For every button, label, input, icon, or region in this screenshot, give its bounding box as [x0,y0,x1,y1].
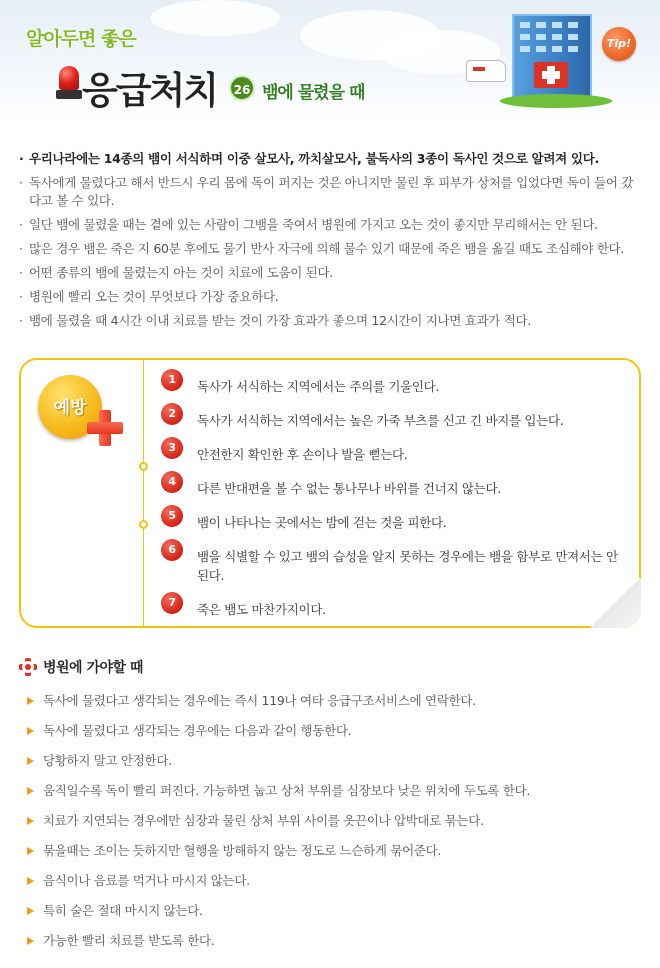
arrow-bullet-icon [27,937,34,945]
arrow-bullet-icon [27,847,34,855]
arrow-bullet-icon [27,787,34,795]
prevention-text: 죽은 뱀도 마찬가지이다. [197,602,326,617]
step-text: 움직일수록 독이 빨리 퍼진다. 가능하면 눕고 상처 부위를 심장보다 낮은 위치에 두도록 한다. [43,783,531,798]
step-number-badge: 5 [161,505,183,527]
timeline-dot [139,462,148,471]
prevention-label: 예방 [53,398,87,418]
intro-item: · 병원에 빨리 오는 것이 무엇보다 가장 중요하다. [19,288,641,306]
step-text: 특히 술은 절대 마시지 않는다. [43,903,203,918]
prevention-item [161,406,621,430]
list-item [27,842,637,860]
hospital-icon [500,14,612,114]
list-item [27,782,637,800]
prevention-item [161,508,621,532]
step-number-badge: 7 [161,592,183,614]
intro-item: · 많은 경우 뱀은 죽은 지 60분 후에도 물기 반사 자극에 의해 물수 있기 때문에 죽은 뱀을 옮길 때도 조심해야 한다. [19,240,641,258]
arrow-bullet-icon [27,907,34,915]
list-item [27,932,637,950]
intro-item: · 독사에게 물렸다고 해서 반드시 우리 몸에 독이 퍼지는 것은 아니지만 물린 후 피부가 상처를 입었다면 독이 들어 갔다고 볼 수 있다. [19,174,641,210]
step-number-badge: 3 [161,437,183,459]
step-number-badge: 1 [161,369,183,391]
prevention-text: 뱀을 식별할 수 있고 뱀의 습성을 알지 못하는 경우에는 뱀을 함부로 만져서는 안 된다. [197,549,618,583]
header-banner [0,0,660,128]
section-title: 병원에 가야할 때 [43,660,143,676]
prevention-item [161,372,621,396]
intro-item: · 일단 뱀에 물렸을 때는 곁에 있는 사람이 그뱀을 죽여서 병원에 가지고 오는 것이 좋지만 무리해서는 안 된다. [19,216,641,234]
intro-item: · 뱀에 물렸을 때 4시간 이내 치료를 받는 것이 가장 효과가 좋으며 12시간이 지나면 효과가 적다. [19,312,641,330]
step-text: 독사에 물렸다고 생각되는 경우에는 즉시 119나 여타 응급구조서비스에 연락한다. [43,693,476,708]
prevention-item [161,440,621,464]
intro-item: · 우리나라에는 14종의 뱀이 서식하며 이중 살모사, 까치살모사, 불독사의 3종이 독사인 것으로 알려져 있다. [19,150,641,168]
prevention-text: 다른 반대편을 볼 수 없는 통나무나 바위를 건너지 않는다. [197,481,501,496]
step-text: 가능한 빨리 치료를 받도록 한다. [43,933,215,948]
step-number-badge: 4 [161,471,183,493]
timeline-divider [143,360,144,626]
step-text: 독사에 물렸다고 생각되는 경우에는 다음과 같이 행동한다. [43,723,352,738]
page-curl-decoration [591,578,641,628]
hospital-steps-list [27,692,637,962]
step-text: 당황하지 말고 안정한다. [43,753,172,768]
step-text: 음식이나 음료를 먹거나 마시지 않는다. [43,873,250,888]
prevention-item [161,542,621,585]
first-aid-cross-icon [87,410,123,446]
list-item [27,812,637,830]
medical-cross-icon [19,658,37,676]
prevention-item [161,595,621,619]
intro-item: · 어떤 종류의 뱀에 물렸는지 아는 것이 치료에 도움이 된다. [19,264,641,282]
step-text: 치료가 지연되는 경우에만 심장과 물린 상처 부위 사이를 옷끈이나 압박대로 묶는다. [43,813,484,828]
step-number-badge: 6 [161,539,183,561]
prevention-list [161,372,621,629]
list-item [27,872,637,890]
page-subtitle: 뱀에 물렸을 때 [262,83,365,103]
prevention-item [161,474,621,498]
prevention-text: 독사가 서식하는 지역에서는 주의를 기울인다. [197,379,440,394]
list-item [27,902,637,920]
prevention-text: 뱀이 나타나는 곳에서는 밤에 걷는 것을 피한다. [197,515,447,530]
arrow-bullet-icon [27,697,34,705]
siren-icon [56,66,82,102]
timeline-dot [139,520,148,529]
intro-list [19,150,641,336]
page-title: 응급처치 [82,69,217,112]
prevention-text: 독사가 서식하는 지역에서는 높은 가죽 부츠를 신고 긴 바지를 입는다. [197,413,564,428]
arrow-bullet-icon [27,757,34,765]
list-item [27,722,637,740]
arrow-bullet-icon [27,877,34,885]
step-text: 묶을때는 조이는 듯하지만 혈행을 방해하지 않는 정도로 느슨하게 묶어준다. [43,843,442,858]
arrow-bullet-icon [27,817,34,825]
arrow-bullet-icon [27,727,34,735]
episode-number-badge: 26 [229,75,255,101]
prevention-text: 안전한지 확인한 후 손이나 발을 뻗는다. [197,447,408,462]
prevention-box [19,358,641,628]
cloud-decoration [150,0,280,36]
step-number-badge: 2 [161,403,183,425]
header-kicker: 알아두면 좋은 [26,28,136,50]
tip-badge: Tip! [602,27,636,61]
list-item [27,752,637,770]
list-item [27,692,637,710]
